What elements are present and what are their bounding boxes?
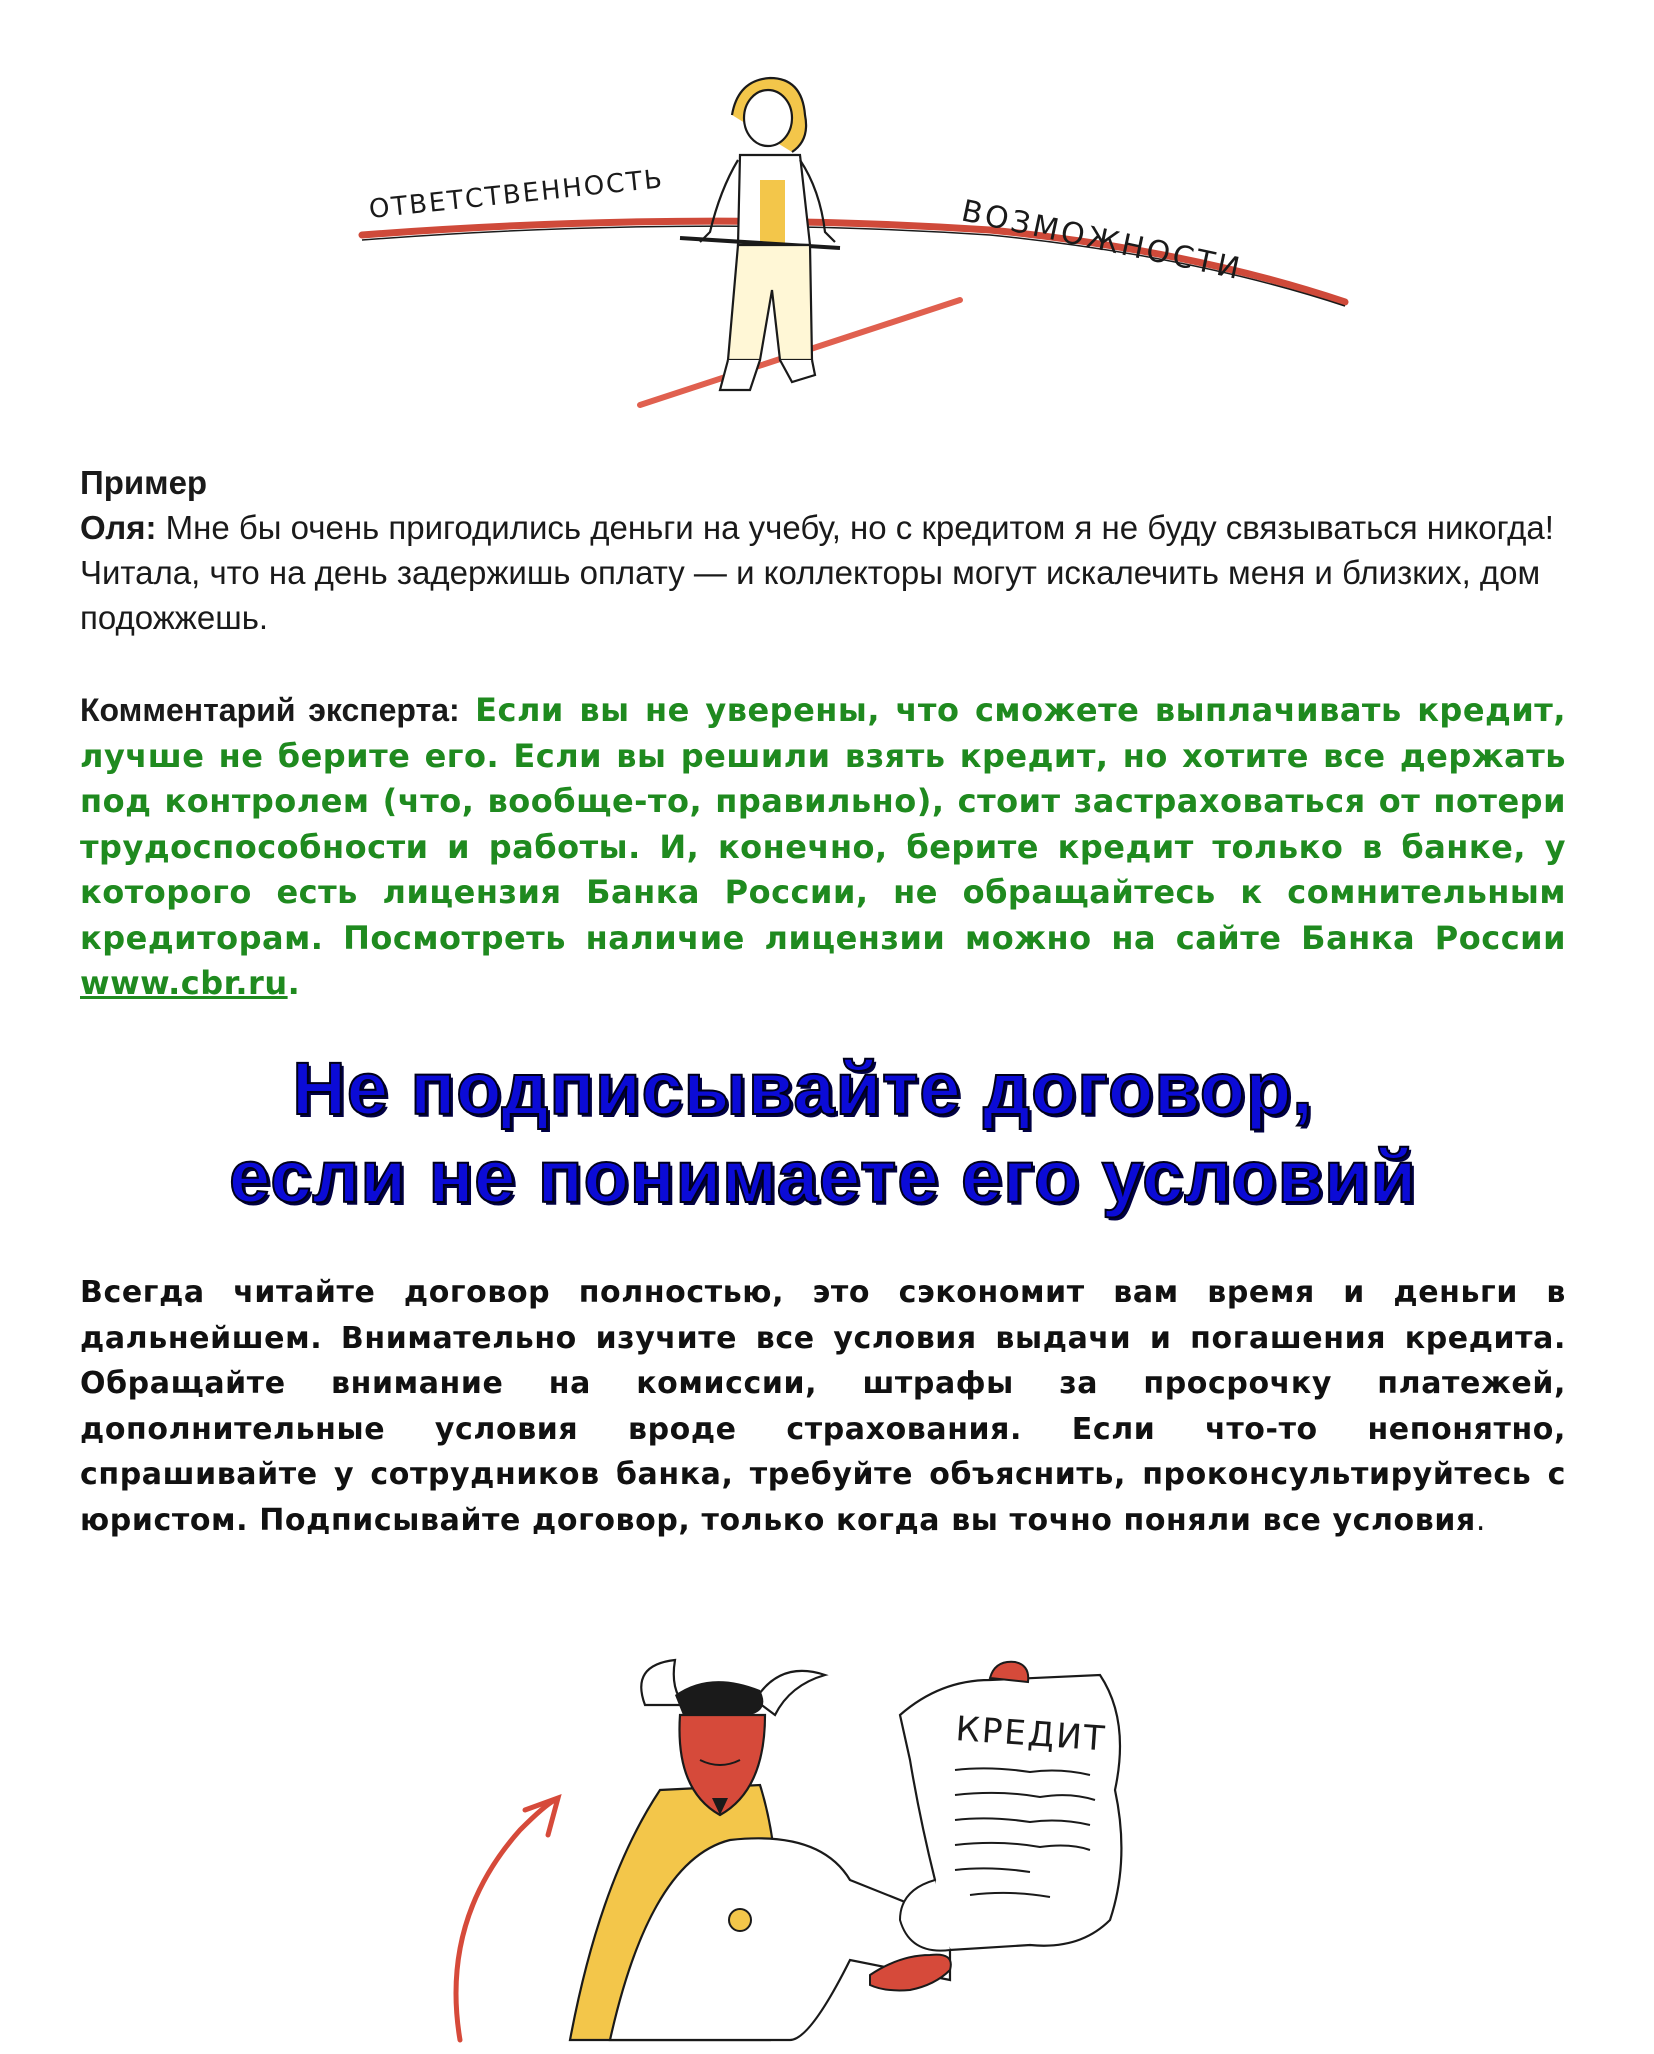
label-responsibility: ОТВЕТСТВЕННОСТЬ: [367, 164, 666, 225]
expert-text-end: .: [287, 964, 301, 1002]
headline: [80, 1045, 1566, 1221]
document-title: КРЕДИТ: [954, 1709, 1108, 1760]
expert-label: Комментарий эксперта:: [80, 692, 460, 728]
label-opportunities: ВОЗМОЖНОСТИ: [958, 193, 1246, 288]
rules-text: Всегда читайте договор полностью, это сэкономит вам время и деньги в дальнейшем. Внимательно изучите все условия выдачи и погашения кредита. Обращайте внимание на комиссии, штрафы за просрочку платежей, дополнительные условия вроде страхования. Если что-то непонятно, спрашивайте у сотрудников банка, требуйте объяснить, проконсультируйтесь с юристом. Подписывайте договор, только когда вы точно поняли все условия: [80, 1275, 1566, 1538]
example-title: Пример: [80, 464, 208, 501]
speaker-name: Оля:: [80, 509, 157, 546]
example-paragraph: [80, 505, 1566, 640]
example-text: Мне бы очень пригодились деньги на учебу, но с кредитом я не буду связываться никогда! Читала, что на день задержишь оплату — и коллекторы могут искалечить меня и близких, дом подожжешь.: [80, 509, 1554, 636]
tightrope-illustration: [340, 60, 1380, 430]
example-section: [80, 460, 1566, 640]
headline-line-2: если не понимаете его условий: [229, 1135, 1417, 1218]
headline-line-1: Не подписывайте договор,: [292, 1047, 1314, 1130]
rules-paragraph: [80, 1270, 1566, 1543]
cbr-link[interactable]: www.cbr.ru: [80, 964, 288, 1002]
red-arrow-icon: [456, 1798, 558, 2040]
devil-credit-illustration: [430, 1620, 1280, 2050]
rules-text-end: .: [1475, 1502, 1486, 1538]
woman-figure: [680, 78, 840, 390]
expert-text: Если вы не уверены, что сможете выплачивать кредит, лучше не берите его. Если вы решили взять кредит, но хотите все держать под контролем (что, вообще-то, правильно), стоит застраховаться от потери трудоспособности и работы. И, конечно, берите кредит только в банке, у которого есть лицензия Банка России, не обращайтесь к сомнительным кредиторам. Посмотреть наличие лицензии можно на сайте Банка России: [80, 691, 1567, 957]
expert-comment: [80, 688, 1566, 1007]
